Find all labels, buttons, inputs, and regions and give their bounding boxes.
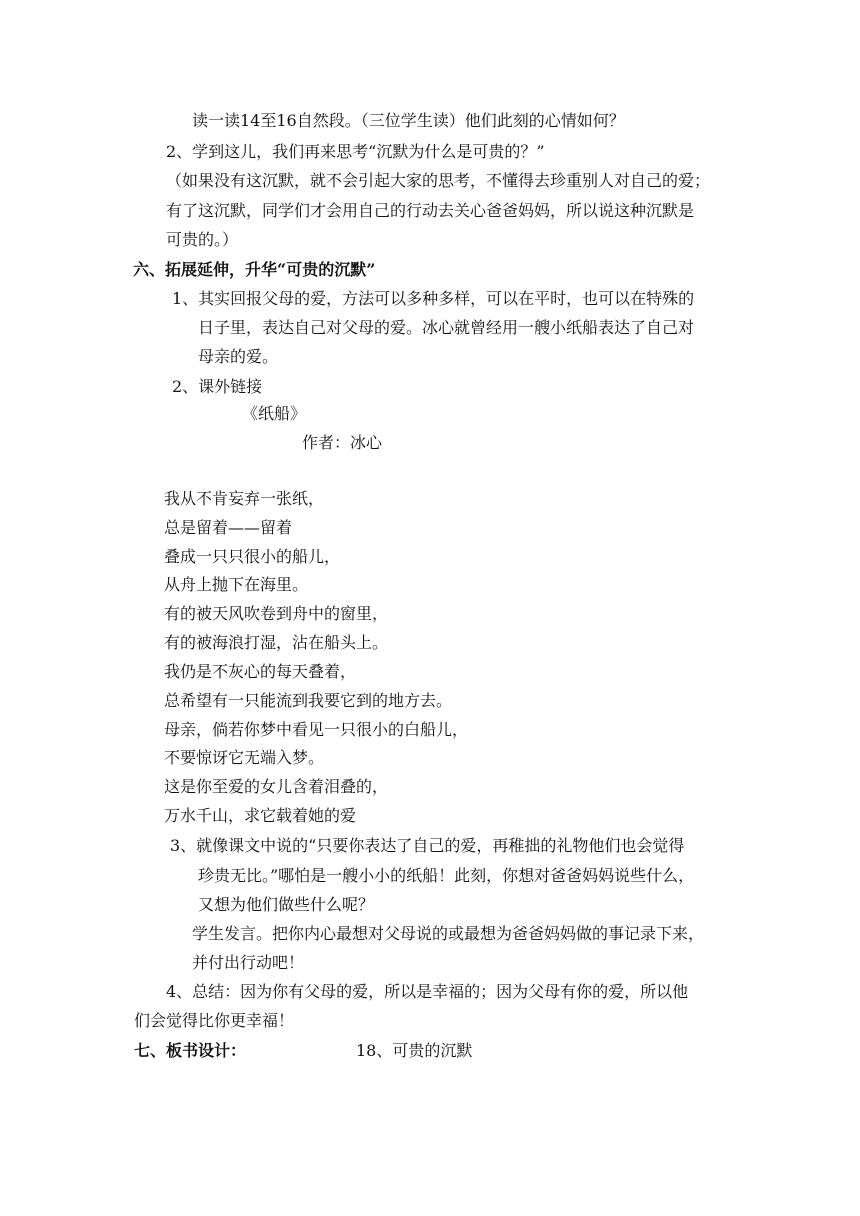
poem-line: 不要惊讶它无端入梦。 — [164, 748, 325, 767]
poem-author: 作者：冰心 — [302, 433, 383, 452]
poem-line: 母亲，倘若你梦中看见一只很小的白船儿， — [164, 720, 469, 739]
poem-line: 我从不肯妄弃一张纸， — [164, 489, 325, 508]
item1-line-2: 日子里，表达自己对父母的爱。冰心就曾经用一艘小纸船表达了自己对 — [198, 318, 695, 337]
item2-extracurricular-link: 2、课外链接 — [172, 377, 263, 396]
poem-line: 有的被海浪打湿，沾在船头上。 — [164, 633, 389, 652]
section-heading-6: 六、拓展延伸，升华“可贵的沉默” — [133, 260, 376, 279]
item3-line-1: 3、就像课文中说的“只要你表达了自己的爱，再稚拙的礼物他们也会觉得 — [170, 836, 685, 855]
summary-line-2: 们会觉得比你更幸福！ — [134, 1011, 295, 1030]
poem-line: 有的被天风吹卷到舟中的窗里， — [164, 604, 389, 623]
item3-line-3: 又想为他们做些什么呢？ — [198, 895, 375, 914]
student-speech-line-1: 学生发言。把你内心最想对父母说的或最想为爸爸妈妈做的事记录下来， — [192, 924, 705, 943]
poem-line: 总是留着——留着 — [164, 518, 293, 537]
answer-line-1: （如果没有这沉默，就不会引起大家的思考，不懂得去珍重别人对自己的爱； — [166, 171, 711, 190]
answer-line-3: 可贵的。） — [166, 230, 239, 249]
poem-line: 从舟上抛下在海里。 — [164, 575, 309, 594]
student-speech-line-2: 并付出行动吧！ — [192, 953, 305, 972]
poem-line: 总希望有一只能流到我要它到的地方去。 — [164, 691, 453, 710]
paragraph-read-14-16: 读一读14至16自然段。（三位学生读）他们此刻的心情如何？ — [192, 111, 625, 130]
question-item-2: 2、学到这儿，我们再来思考“沉默为什么是可贵的？” — [166, 142, 545, 161]
item1-line-3: 母亲的爱。 — [198, 347, 279, 366]
poem-line: 我仍是不灰心的每天叠着， — [164, 662, 357, 681]
answer-line-2: 有了这沉默，同学们才会用自己的行动去关心爸爸妈妈，所以说这种沉默是 — [166, 201, 695, 220]
summary-line-1: 4、总结：因为你有父母的爱，所以是幸福的；因为父母有你的爱，所以他 — [166, 982, 689, 1001]
item3-line-2: 珍贵无比。”哪怕是一艘小小的纸船！此刻，你想对爸爸妈妈说些什么， — [198, 866, 695, 885]
poem-line: 叠成一只只很小的船儿， — [164, 547, 341, 566]
board-design-title: 18、可贵的沉默 — [356, 1041, 473, 1060]
section-heading-7: 七、板书设计： — [134, 1041, 247, 1060]
item1-line-1: 1、其实回报父母的爱，方法可以多种多样，可以在平时，也可以在特殊的 — [172, 289, 695, 308]
poem-title: 《纸船》 — [242, 404, 307, 423]
poem-line: 万水千山，求它载着她的爱 — [164, 806, 357, 825]
poem-line: 这是你至爱的女儿含着泪叠的， — [164, 777, 389, 796]
